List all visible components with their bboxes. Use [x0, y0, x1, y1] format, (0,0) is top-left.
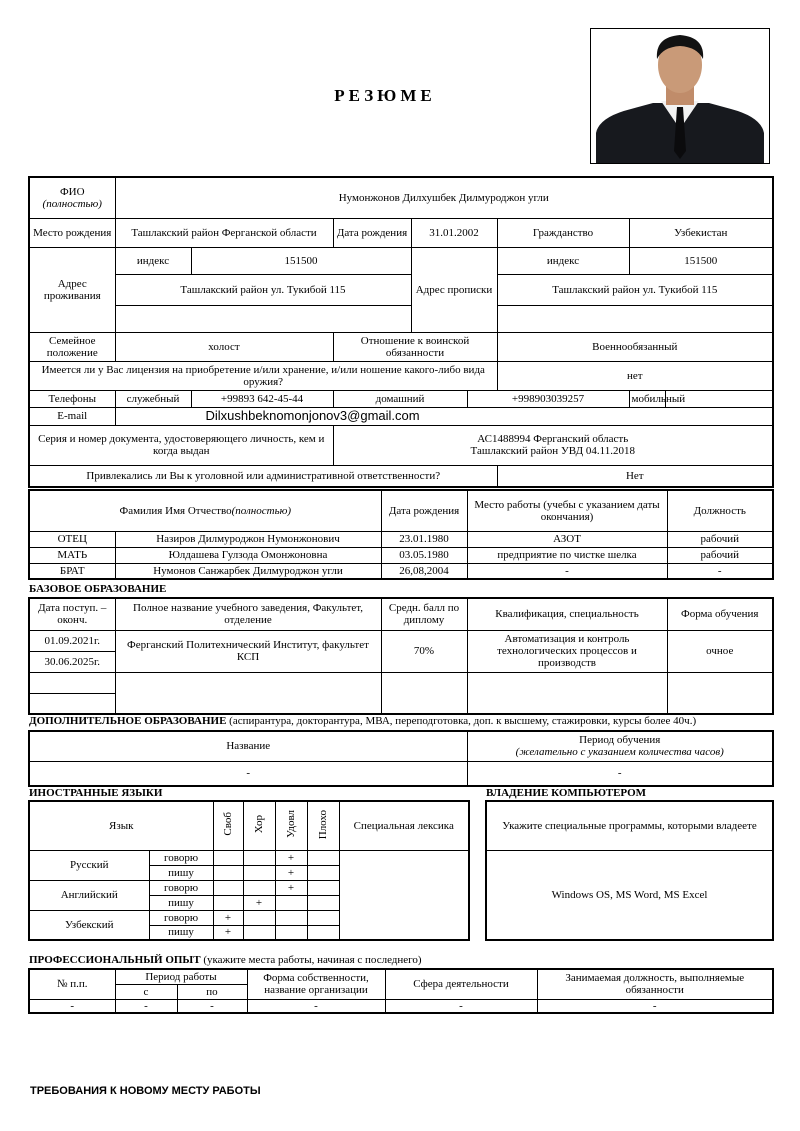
lang-cell	[275, 925, 307, 940]
license-question: Имеется ли у Вас лицензия на приобретение и/или хранение, и/или ношение какого-либо вида оружия?	[29, 361, 497, 390]
language-name: Английский	[29, 880, 149, 910]
education-table	[28, 597, 774, 715]
computer-programs: Windows OS, MS Word, MS Excel	[486, 850, 773, 940]
military-label: Отношение к воинской обязанности	[333, 332, 497, 361]
lang-skill: говорю	[149, 880, 213, 895]
family-birth: 26,08,2004	[381, 563, 467, 579]
exp-no: -	[29, 999, 115, 1013]
lang-cell	[307, 865, 339, 880]
exp-header-from: с	[115, 984, 177, 999]
exp-header-period: Период работы	[115, 969, 247, 984]
additional-header-name: Название	[29, 731, 467, 761]
education-section-title: БАЗОВОЕ ОБРАЗОВАНИЕ	[29, 583, 167, 595]
lang-header-level: Удовл	[275, 801, 307, 850]
lang-cell	[243, 925, 275, 940]
lang-skill: говорю	[149, 850, 213, 865]
additional-header-period: Период обучения (желательно с указанием количества часов)	[467, 731, 773, 761]
family-birth: 03.05.1980	[381, 547, 467, 563]
personal-info-table	[28, 176, 774, 488]
lang-cell	[307, 895, 339, 910]
lang-cell	[243, 910, 275, 925]
family-relation: БРАТ	[29, 563, 115, 579]
lang-cell	[275, 895, 307, 910]
languages-section-title: ИНОСТРАННЫЕ ЯЗЫКИ	[29, 787, 163, 799]
lang-header-level: Хор	[243, 801, 275, 850]
marital-value: холост	[115, 332, 333, 361]
exp-header-org: Форма собственности, название организации	[247, 969, 385, 999]
fio-value: Нумонжонов Дилхушбек Дилмуроджон угли	[115, 177, 773, 218]
lang-skill: пишу	[149, 925, 213, 940]
registration-index: 151500	[629, 247, 773, 274]
requirements-title: ТРЕБОВАНИЯ К НОВОМУ МЕСТУ РАБОТЫ	[30, 1085, 261, 1097]
lang-mark: +	[213, 910, 243, 925]
family-name: Назиров Дилмуроджон Нумонжонович	[115, 531, 381, 547]
edu-header-institution: Полное название учебного заведения, Факультет, отделение	[115, 598, 381, 630]
edu-empty-date	[29, 693, 115, 714]
edu-institution: Ферганский Политехнический Институт, факультет КСП	[115, 630, 381, 672]
family-birth: 23.01.1980	[381, 531, 467, 547]
edu-header-dates: Дата поступ. – оконч.	[29, 598, 115, 630]
lang-skill: пишу	[149, 865, 213, 880]
exp-org: -	[247, 999, 385, 1013]
exp-position: -	[537, 999, 773, 1013]
residence-label: Адрес проживания	[29, 247, 115, 332]
lang-cell	[243, 880, 275, 895]
experience-section-title: ПРОФЕССИОНАЛЬНЫЙ ОПЫТ (укажите места работы, начиная с последнего)	[29, 954, 422, 966]
family-work: АЗОТ	[467, 531, 667, 547]
exp-sphere: -	[385, 999, 537, 1013]
military-value: Военнообязанный	[497, 332, 773, 361]
experience-table	[28, 968, 774, 1014]
residence-index: 151500	[191, 247, 411, 274]
family-position: -	[667, 563, 773, 579]
edu-empty-score	[381, 672, 467, 714]
fio-label: ФИО (полностью)	[29, 177, 115, 218]
family-relation: ОТЕЦ	[29, 531, 115, 547]
exp-to: -	[177, 999, 247, 1013]
lang-cell	[213, 865, 243, 880]
portrait-image	[591, 29, 769, 163]
birthplace-label: Место рождения	[29, 218, 115, 247]
exp-header-sphere: Сфера деятельности	[385, 969, 537, 999]
computer-prompt: Укажите специальные программы, которыми владеете	[486, 801, 773, 850]
lang-cell	[243, 865, 275, 880]
lang-mark: +	[275, 865, 307, 880]
family-work: предприятие по чистке шелка	[467, 547, 667, 563]
mobile-phone-label: мобильный	[629, 390, 665, 407]
citizenship-value: Узбекистан	[629, 218, 773, 247]
family-header-position: Должность	[667, 490, 773, 531]
language-name: Узбекский	[29, 910, 149, 940]
lang-header-level: Своб	[213, 801, 243, 850]
lang-cell	[213, 895, 243, 910]
lang-cell	[307, 910, 339, 925]
exp-header-position: Занимаемая должность, выполняемые обязанности	[537, 969, 773, 999]
edu-qualification: Автоматизация и контроль технологических процессов и производств	[467, 630, 667, 672]
additional-name: -	[29, 761, 467, 786]
residence-extra	[115, 305, 411, 332]
family-relation: МАТЬ	[29, 547, 115, 563]
work-phone-label: служебный	[115, 390, 191, 407]
edu-start-date: 01.09.2021г.	[29, 630, 115, 651]
lang-header-level: Плохо	[307, 801, 339, 850]
citizenship-label: Гражданство	[497, 218, 629, 247]
language-name: Русский	[29, 850, 149, 880]
lang-cell	[213, 850, 243, 865]
edu-end-date: 30.06.2025г.	[29, 651, 115, 672]
lang-mark: +	[213, 925, 243, 940]
home-phone-label: домашний	[333, 390, 467, 407]
edu-header-score: Средн. балл по диплому	[381, 598, 467, 630]
lang-skill: говорю	[149, 910, 213, 925]
exp-header-to: по	[177, 984, 247, 999]
edu-score: 70%	[381, 630, 467, 672]
lang-mark: +	[275, 880, 307, 895]
email-label: E-mail	[29, 407, 115, 425]
registration-extra	[497, 305, 773, 332]
liability-question: Привлекались ли Вы к уголовной или административной ответственности?	[29, 465, 497, 487]
email-value: Dilxushbeknomonjonov3@gmail.com	[115, 407, 773, 425]
phones-label: Телефоны	[29, 390, 115, 407]
lang-cell	[275, 910, 307, 925]
family-name: Юлдашева Гулзода Омонжоновна	[115, 547, 381, 563]
family-position: рабочий	[667, 531, 773, 547]
residence-address: Ташлакский район ул. Тукибой 115	[115, 274, 411, 305]
license-answer: нет	[497, 361, 773, 390]
exp-header-no: № п.п.	[29, 969, 115, 999]
family-name: Нумонов Санжарбек Дилмуроджон угли	[115, 563, 381, 579]
edu-header-qualification: Квалификация, специальность	[467, 598, 667, 630]
edu-empty-qualification	[467, 672, 667, 714]
birthdate-value: 31.01.2002	[411, 218, 497, 247]
lang-header-special: Специальная лексика	[339, 801, 469, 850]
lang-cell	[307, 850, 339, 865]
lang-cell	[243, 850, 275, 865]
family-position: рабочий	[667, 547, 773, 563]
family-header-birth: Дата рождения	[381, 490, 467, 531]
lang-mark: +	[275, 850, 307, 865]
family-header-name: Фамилия Имя Отчество(полностью)	[29, 490, 381, 531]
lang-mark: +	[243, 895, 275, 910]
registration-index-label: индекс	[497, 247, 629, 274]
birthdate-label: Дата рождения	[333, 218, 411, 247]
document-label: Серия и номер документа, удостоверяющего личность, кем и когда выдан	[29, 425, 333, 465]
birthplace-value: Ташлакский район Ферганской области	[115, 218, 333, 247]
additional-period: -	[467, 761, 773, 786]
edu-form: очное	[667, 630, 773, 672]
residence-index-label: индекс	[115, 247, 191, 274]
lang-cell	[213, 880, 243, 895]
lang-skill: пишу	[149, 895, 213, 910]
lang-header-language: Язык	[29, 801, 213, 850]
additional-education-table	[28, 730, 774, 787]
lang-cell	[307, 925, 339, 940]
work-phone: +99893 642-45-44	[191, 390, 333, 407]
additional-education-section-title: ДОПОЛНИТЕЛЬНОЕ ОБРАЗОВАНИЕ (аспирантура, докторантура, МВА, переподготовка, доп. к высшему, стажировки, курсы более 40ч.)	[29, 715, 697, 727]
family-table	[28, 489, 774, 580]
exp-from: -	[115, 999, 177, 1013]
computer-table	[485, 800, 774, 941]
registration-label: Адрес прописки	[411, 247, 497, 332]
edu-header-form: Форма обучения	[667, 598, 773, 630]
family-work: -	[467, 563, 667, 579]
languages-table	[28, 800, 470, 941]
lang-cell	[307, 880, 339, 895]
applicant-photo	[590, 28, 770, 164]
page-title: РЕЗЮМЕ	[334, 86, 436, 105]
home-phone: +998903039257	[467, 390, 629, 407]
edu-empty-institution	[115, 672, 381, 714]
document-value: АС1488994 Ферганский область Ташлакский район УВД 04.11.2018	[333, 425, 773, 465]
family-header-work: Место работы (учебы с указанием даты окончания)	[467, 490, 667, 531]
edu-empty-form	[667, 672, 773, 714]
marital-label: Семейное положение	[29, 332, 115, 361]
lang-special-empty	[339, 850, 469, 940]
liability-answer: Нет	[497, 465, 773, 487]
registration-address: Ташлакский район ул. Тукибой 115	[497, 274, 773, 305]
edu-empty-date	[29, 672, 115, 693]
computer-section-title: ВЛАДЕНИЕ КОМПЬЮТЕРОМ	[486, 787, 647, 799]
